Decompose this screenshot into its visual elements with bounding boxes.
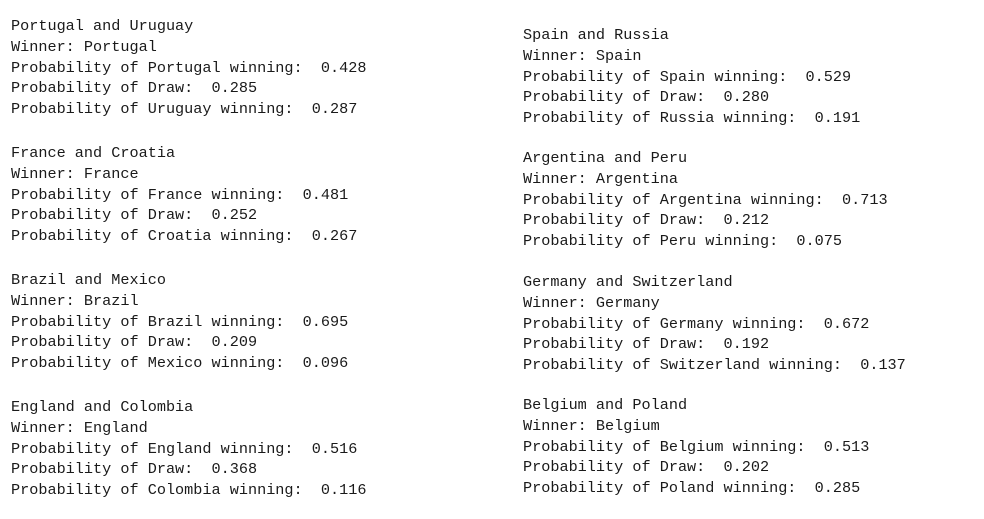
home-win-probability: Probability of Belgium winning: 0.513 [523, 437, 870, 456]
home-win-probability: Probability of Germany winning: 0.672 [523, 314, 870, 333]
away-win-probability: Probability of Croatia winning: 0.267 [11, 227, 358, 246]
match-title: Portugal and Uruguay [11, 17, 194, 35]
away-win-probability: Probability of Russia winning: 0.191 [523, 109, 861, 128]
match-block-france-croatia [11, 143, 357, 247]
away-win-probability: Probability of Poland winning: 0.285 [523, 479, 861, 498]
draw-probability: Probability of Draw: 0.202 [523, 458, 770, 477]
match-title: Brazil and Mexico [11, 271, 166, 289]
away-win-probability: Probability of Peru winning: 0.075 [523, 232, 842, 251]
match-winner: Winner: Belgium [523, 416, 660, 435]
away-win-probability: Probability of Colombia winning: 0.116 [11, 481, 367, 500]
away-win-probability: Probability of Mexico winning: 0.096 [11, 354, 349, 373]
match-block-portugal-uruguay [11, 16, 366, 120]
match-winner: Winner: Brazil [11, 291, 139, 310]
draw-probability: Probability of Draw: 0.280 [523, 88, 770, 107]
match-winner: Winner: Germany [523, 293, 660, 312]
match-winner: Winner: Portugal [11, 37, 157, 56]
match-title: Belgium and Poland [523, 396, 688, 414]
match-title: England and Colombia [11, 398, 194, 416]
home-win-probability: Probability of Argentina winning: 0.713 [523, 190, 888, 209]
draw-probability: Probability of Draw: 0.192 [523, 335, 770, 354]
home-win-probability: Probability of England winning: 0.516 [11, 439, 358, 458]
draw-probability: Probability of Draw: 0.209 [11, 333, 258, 352]
match-block-argentina-peru [523, 148, 888, 252]
draw-probability: Probability of Draw: 0.368 [11, 460, 258, 479]
match-title: Germany and Switzerland [523, 273, 733, 291]
match-title: Spain and Russia [523, 26, 669, 44]
away-win-probability: Probability of Switzerland winning: 0.137 [523, 356, 906, 375]
match-block-germany-switzerland [523, 272, 906, 376]
match-winner: Winner: England [11, 418, 148, 437]
draw-probability: Probability of Draw: 0.285 [11, 79, 258, 98]
match-block-england-colombia [11, 397, 366, 501]
home-win-probability: Probability of Portugal winning: 0.428 [11, 58, 367, 77]
match-block-spain-russia [523, 25, 860, 129]
draw-probability: Probability of Draw: 0.252 [11, 206, 258, 225]
match-block-belgium-poland [523, 395, 869, 499]
home-win-probability: Probability of France winning: 0.481 [11, 185, 349, 204]
match-title: France and Croatia [11, 144, 176, 162]
match-winner: Winner: Spain [523, 46, 642, 65]
home-win-probability: Probability of Brazil winning: 0.695 [11, 312, 349, 331]
match-winner: Winner: Argentina [523, 169, 678, 188]
match-winner: Winner: France [11, 164, 139, 183]
home-win-probability: Probability of Spain winning: 0.529 [523, 67, 852, 86]
away-win-probability: Probability of Uruguay winning: 0.287 [11, 100, 358, 119]
draw-probability: Probability of Draw: 0.212 [523, 211, 770, 230]
match-title: Argentina and Peru [523, 149, 688, 167]
match-block-brazil-mexico [11, 270, 348, 374]
